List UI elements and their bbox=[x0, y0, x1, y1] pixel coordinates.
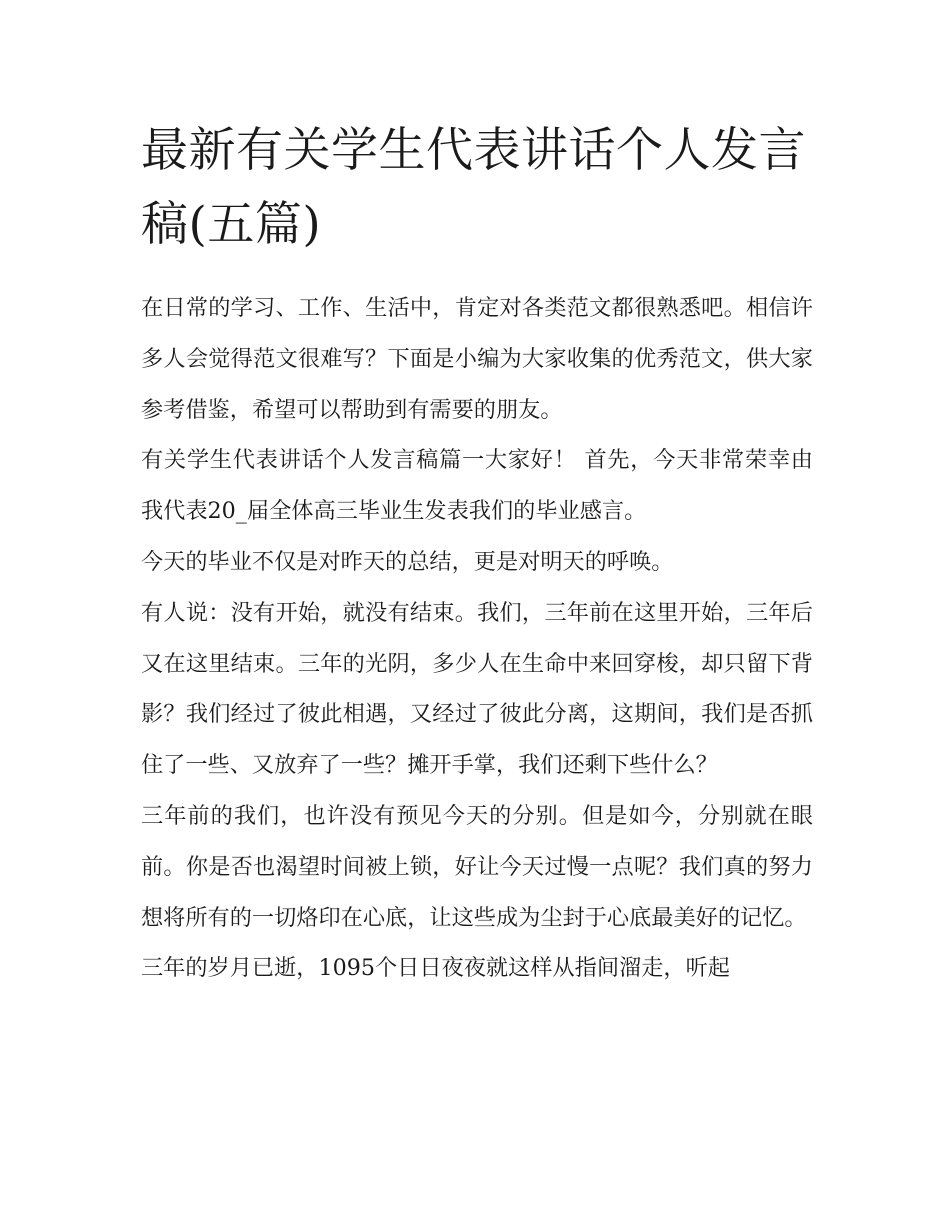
paragraph-greeting: 有关学生代表讲话个人发言稿篇一大家好！ 首先，今天非常荣幸由我代表20_届全体高三毕业生发表我们的毕业感言。 bbox=[141, 447, 813, 525]
paragraph-beginning-end: 有人说：没有开始，就没有结束。我们，三年前在这里开始，三年后又在这里结束。三年的光阴，多少人在生命中来回穿梭，却只留下背影？我们经过了彼此相遇，又经过了彼此分离，这期间，我们是否抓住了一些、又放弃了一些？摊开手掌，我们还剩下些什么？ bbox=[141, 599, 813, 779]
paragraph-intro: 在日常的学习、工作、生活中，肯定对各类范文都很熟悉吧。相信许多人会觉得范文很难写？下面是小编为大家收集的优秀范文，供大家参考借鉴，希望可以帮助到有需要的朋友。 bbox=[141, 295, 813, 423]
document-content bbox=[141, 114, 813, 994]
document-body bbox=[141, 283, 813, 994]
document-title: 最新有关学生代表讲话个人发言稿(五篇) bbox=[141, 123, 806, 252]
paragraph-graduation: 今天的毕业不仅是对昨天的总结，更是对明天的呼唤。 bbox=[141, 548, 674, 575]
paragraph-parting: 三年前的我们，也许没有预见今天的分别。但是如今，分别就在眼前。你是否也渴望时间被上锁，好让今天过慢一点呢？我们真的努力想将所有的一切烙印在心底，让这些成为尘封于心底最美好的记忆。 bbox=[141, 802, 813, 931]
paragraph-years: 三年的岁月已逝，1095个日日夜夜就这样从指间溜走，听起 bbox=[141, 955, 730, 982]
